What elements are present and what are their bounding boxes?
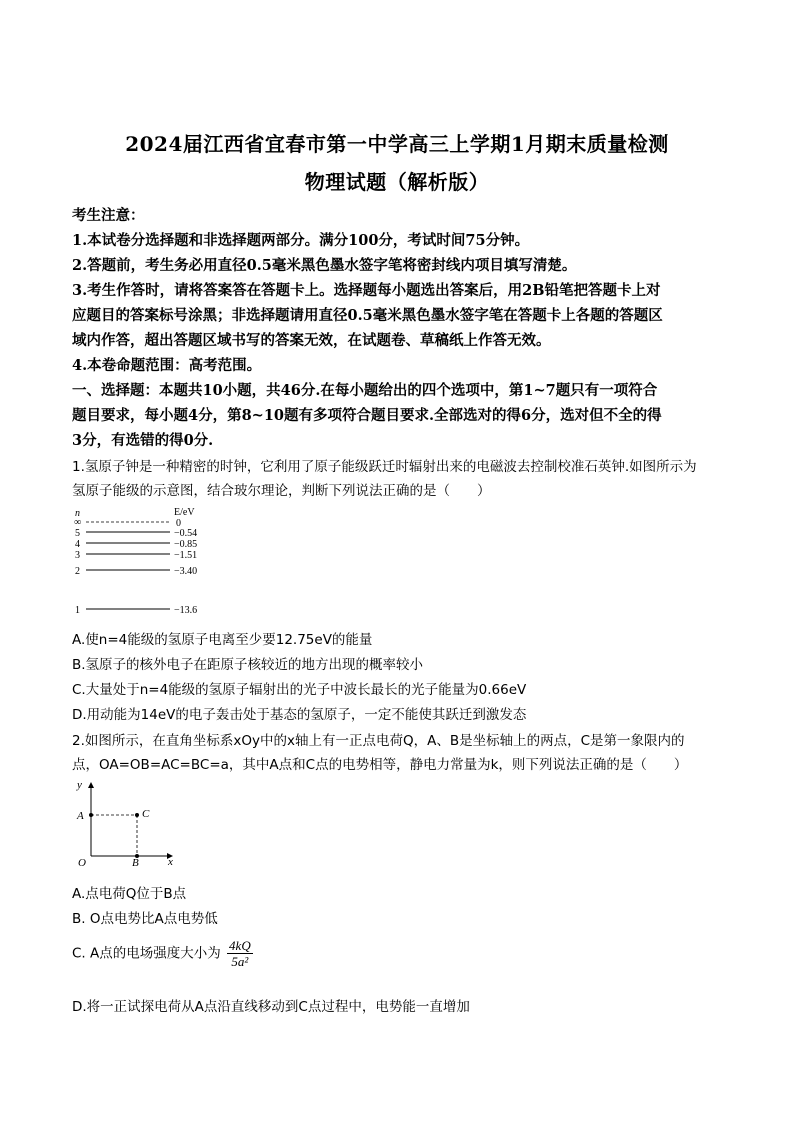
y-axis-label: y bbox=[77, 779, 82, 791]
exam-title: 2024届江西省宜春市第一中学高三上学期1月期末质量检测 bbox=[125, 132, 669, 156]
point-a-label: A bbox=[77, 810, 84, 822]
level-e-label: −3.40 bbox=[174, 566, 198, 577]
point-b-label: B bbox=[132, 857, 139, 867]
axis-e-label: E/eV bbox=[174, 507, 195, 518]
section-instructions: 一、选择题：本题共10小题，共46分.在每小题给出的四个选项中，第1~7题只有一项符合 bbox=[72, 382, 658, 399]
option-c-text: C. A点的电场强度大小为 bbox=[72, 945, 221, 962]
level-e-label: −1.51 bbox=[174, 550, 198, 561]
level-e-label: −13.6 bbox=[174, 605, 198, 616]
notice-item: 应题目的答案标号涂黑；非选择题请用直径0.5毫米黑色墨水签字笔在答题卡上各题的答题区 bbox=[72, 307, 663, 324]
question-2-option-c bbox=[72, 938, 253, 969]
level-n-label: ∞ bbox=[74, 517, 82, 528]
field-strength-fraction bbox=[227, 938, 253, 969]
level-n-label: 2 bbox=[75, 566, 80, 577]
notice-item: 4.本卷命题范围：高考范围。 bbox=[72, 357, 262, 374]
question-1-option-c: C.大量处于n=4能级的氢原子辐射出的光子中波长最长的光子能量为0.66eV bbox=[72, 682, 527, 698]
fraction-denominator: 5a² bbox=[231, 954, 249, 969]
question-2-option-a: A.点电荷Q位于B点 bbox=[72, 886, 187, 902]
level-e-label: −0.85 bbox=[174, 539, 198, 550]
question-1-option-b: B.氢原子的核外电子在距原子核较近的地方出现的概率较小 bbox=[72, 657, 424, 673]
point-c-label: C bbox=[142, 808, 150, 820]
question-2-stem: 2.如图所示，在直角坐标系xOy中的x轴上有一正点电荷Q，A、B是坐标轴上的两点，C是第一象限内的 bbox=[72, 733, 685, 749]
level-n-label: 1 bbox=[75, 605, 80, 616]
question-1-option-a: A.使n=4能级的氢原子电离至少要12.75eV的能量 bbox=[72, 632, 373, 648]
question-2-option-b: B. O点电势比A点电势低 bbox=[72, 911, 218, 927]
origin-label: O bbox=[78, 857, 86, 867]
notice-item: 3.考生作答时，请将答案答在答题卡上。选择题每小题选出答案后，用2B铅笔把答题卡上对 bbox=[72, 282, 661, 299]
x-axis-label: x bbox=[168, 856, 173, 867]
point-c bbox=[135, 813, 139, 817]
section-instructions: 题目要求，每小题4分，第8~10题有多项符合题目要求.全部选对的得6分，选对但不全的得 bbox=[72, 407, 662, 424]
axis-n-label: n bbox=[75, 508, 80, 519]
level-e-label: 0 bbox=[176, 518, 181, 529]
fraction-numerator: 4kQ bbox=[229, 938, 251, 953]
notice-item: 2.答题前，考生务必用直径0.5毫米黑色墨水签字笔将密封线内项目填写清楚。 bbox=[72, 257, 577, 274]
coordinate-diagram bbox=[70, 775, 180, 867]
point-a bbox=[89, 813, 93, 817]
question-1-stem: 1.氢原子钟是一种精密的时钟，它利用了原子能级跃迁时辐射出来的电磁波去控制校准石英钟.如图所示为 bbox=[72, 459, 697, 475]
level-n-label: 3 bbox=[75, 550, 80, 561]
exam-subtitle: 物理试题（解析版） bbox=[304, 170, 490, 194]
level-n-label: 5 bbox=[75, 528, 80, 539]
section-instructions: 3分，有选错的得0分. bbox=[72, 432, 214, 449]
energy-level-diagram bbox=[70, 502, 220, 622]
notice-item: 域内作答，超出答题区域书写的答案无效，在试题卷、草稿纸上作答无效。 bbox=[72, 332, 551, 349]
question-1-stem: 氢原子能级的示意图，结合玻尔理论，判断下列说法正确的是（ ） bbox=[72, 483, 491, 499]
question-2-option-d: D.将一正试探电荷从A点沿直线移动到C点过程中，电势能一直增加 bbox=[72, 999, 470, 1015]
question-1-option-d: D.用动能为14eV的电子轰击处于基态的氢原子，一定不能使其跃迁到激发态 bbox=[72, 707, 527, 723]
question-2-stem: 点，OA=OB=AC=BC=a，其中A点和C点的电势相等，静电力常量为k，则下列说法正确的是（ ） bbox=[72, 757, 688, 773]
level-n-label: 4 bbox=[75, 539, 80, 550]
notice-heading: 考生注意： bbox=[72, 207, 145, 224]
notice-item: 1.本试卷分选择题和非选择题两部分。满分100分，考试时间75分钟。 bbox=[72, 232, 530, 249]
level-e-label: −0.54 bbox=[174, 528, 198, 539]
